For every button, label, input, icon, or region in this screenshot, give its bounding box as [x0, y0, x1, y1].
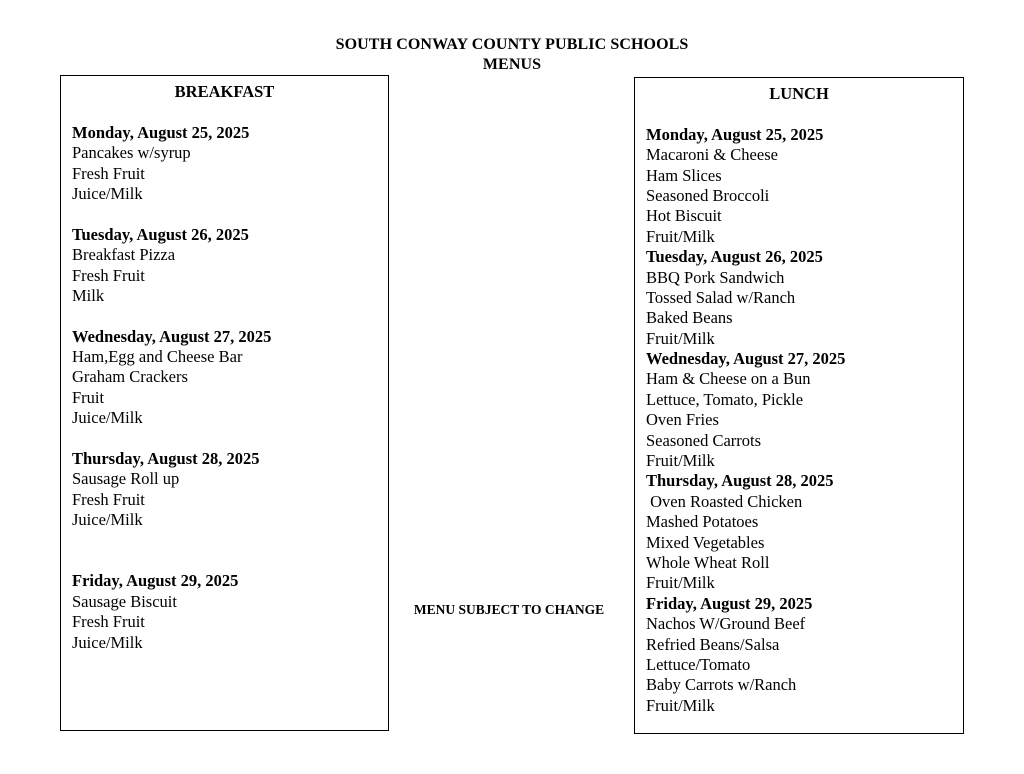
menu-item: Seasoned Broccoli: [646, 185, 770, 205]
menu-item: Fruit/Milk: [646, 226, 715, 246]
day-title: Tuesday, August 26, 2025: [72, 224, 249, 244]
menu-item: Ham Slices: [646, 165, 722, 185]
menu-item: Pancakes w/syrup: [72, 143, 191, 163]
menu-item: Milk: [72, 285, 105, 305]
menu-item: Fruit/Milk: [646, 451, 715, 471]
lunch-day-tuesday: [646, 247, 963, 349]
menu-item: Fruit/Milk: [646, 573, 715, 593]
menu-item: Baby Carrots w/Ranch: [646, 675, 797, 695]
menu-item: Fresh Fruit: [72, 163, 145, 183]
menu-item: Juice/Milk: [72, 408, 143, 428]
day-title: Friday, August 29, 2025: [72, 571, 239, 591]
menu-item: Sausage Biscuit: [72, 591, 177, 611]
menu-item: Fresh Fruit: [72, 489, 145, 509]
menu-item: BBQ Pork Sandwich: [646, 267, 785, 287]
day-title: Thursday, August 28, 2025: [72, 449, 260, 469]
lunch-heading: LUNCH: [769, 84, 829, 103]
breakfast-heading: BREAKFAST: [174, 82, 275, 101]
breakfast-menu-box: [60, 75, 389, 731]
breakfast-day-thursday: [72, 449, 388, 531]
menu-item: Baked Beans: [646, 308, 733, 328]
menu-item: Fruit/Milk: [646, 328, 715, 348]
day-title: Monday, August 25, 2025: [72, 122, 250, 142]
menu-item: Lettuce, Tomato, Pickle: [646, 389, 804, 409]
menu-item: Graham Crackers: [72, 367, 188, 387]
document-subtitle: MENUS: [482, 56, 542, 73]
menu-item: Refried Beans/Salsa: [646, 634, 780, 654]
breakfast-day-wednesday: [72, 327, 388, 429]
menu-item: Breakfast Pizza: [72, 245, 176, 265]
menu-item: Tossed Salad w/Ranch: [646, 287, 796, 307]
menu-item: Nachos W/Ground Beef: [646, 614, 806, 634]
menu-item: Mixed Vegetables: [646, 532, 765, 552]
menu-item: Macaroni & Cheese: [646, 145, 778, 165]
menu-item: Fresh Fruit: [72, 612, 145, 632]
lunch-day-friday: [646, 594, 963, 716]
menu-item: Mashed Potatoes: [646, 512, 759, 532]
lunch-day-thursday: [646, 471, 963, 593]
breakfast-day-friday: [72, 571, 388, 653]
menu-item: Sausage Roll up: [72, 469, 180, 489]
menu-item: Ham & Cheese on a Bun: [646, 369, 811, 389]
day-title: Monday, August 25, 2025: [646, 124, 824, 144]
menu-change-notice: MENU SUBJECT TO CHANGE: [413, 602, 605, 617]
breakfast-day-tuesday: [72, 225, 388, 307]
document-title: SOUTH CONWAY COUNTY PUBLIC SCHOOLS: [335, 36, 689, 53]
breakfast-day-monday: [72, 123, 388, 205]
lunch-day-wednesday: [646, 349, 963, 471]
menu-item: Hot Biscuit: [646, 206, 722, 226]
menu-item: Ham,Egg and Cheese Bar: [72, 347, 243, 367]
menu-item: Lettuce/Tomato: [646, 654, 751, 674]
menu-item: Juice/Milk: [72, 183, 143, 203]
day-title: Thursday, August 28, 2025: [646, 471, 834, 491]
lunch-day-monday: [646, 125, 963, 247]
day-title: Tuesday, August 26, 2025: [646, 247, 823, 267]
menu-item: Juice/Milk: [72, 510, 143, 530]
menu-item: Juice/Milk: [72, 632, 143, 652]
day-title: Wednesday, August 27, 2025: [646, 349, 846, 369]
menu-item: Fruit: [72, 387, 105, 407]
day-title: Wednesday, August 27, 2025: [72, 326, 272, 346]
menu-item: Oven Roasted Chicken: [646, 491, 803, 511]
menu-item: Seasoned Carrots: [646, 430, 762, 450]
menu-item: Oven Fries: [646, 410, 719, 430]
lunch-menu-box: [634, 77, 964, 734]
menu-item: Fruit/Milk: [646, 695, 715, 715]
menu-item: Fresh Fruit: [72, 265, 145, 285]
menu-item: Whole Wheat Roll: [646, 552, 770, 572]
day-title: Friday, August 29, 2025: [646, 593, 813, 613]
